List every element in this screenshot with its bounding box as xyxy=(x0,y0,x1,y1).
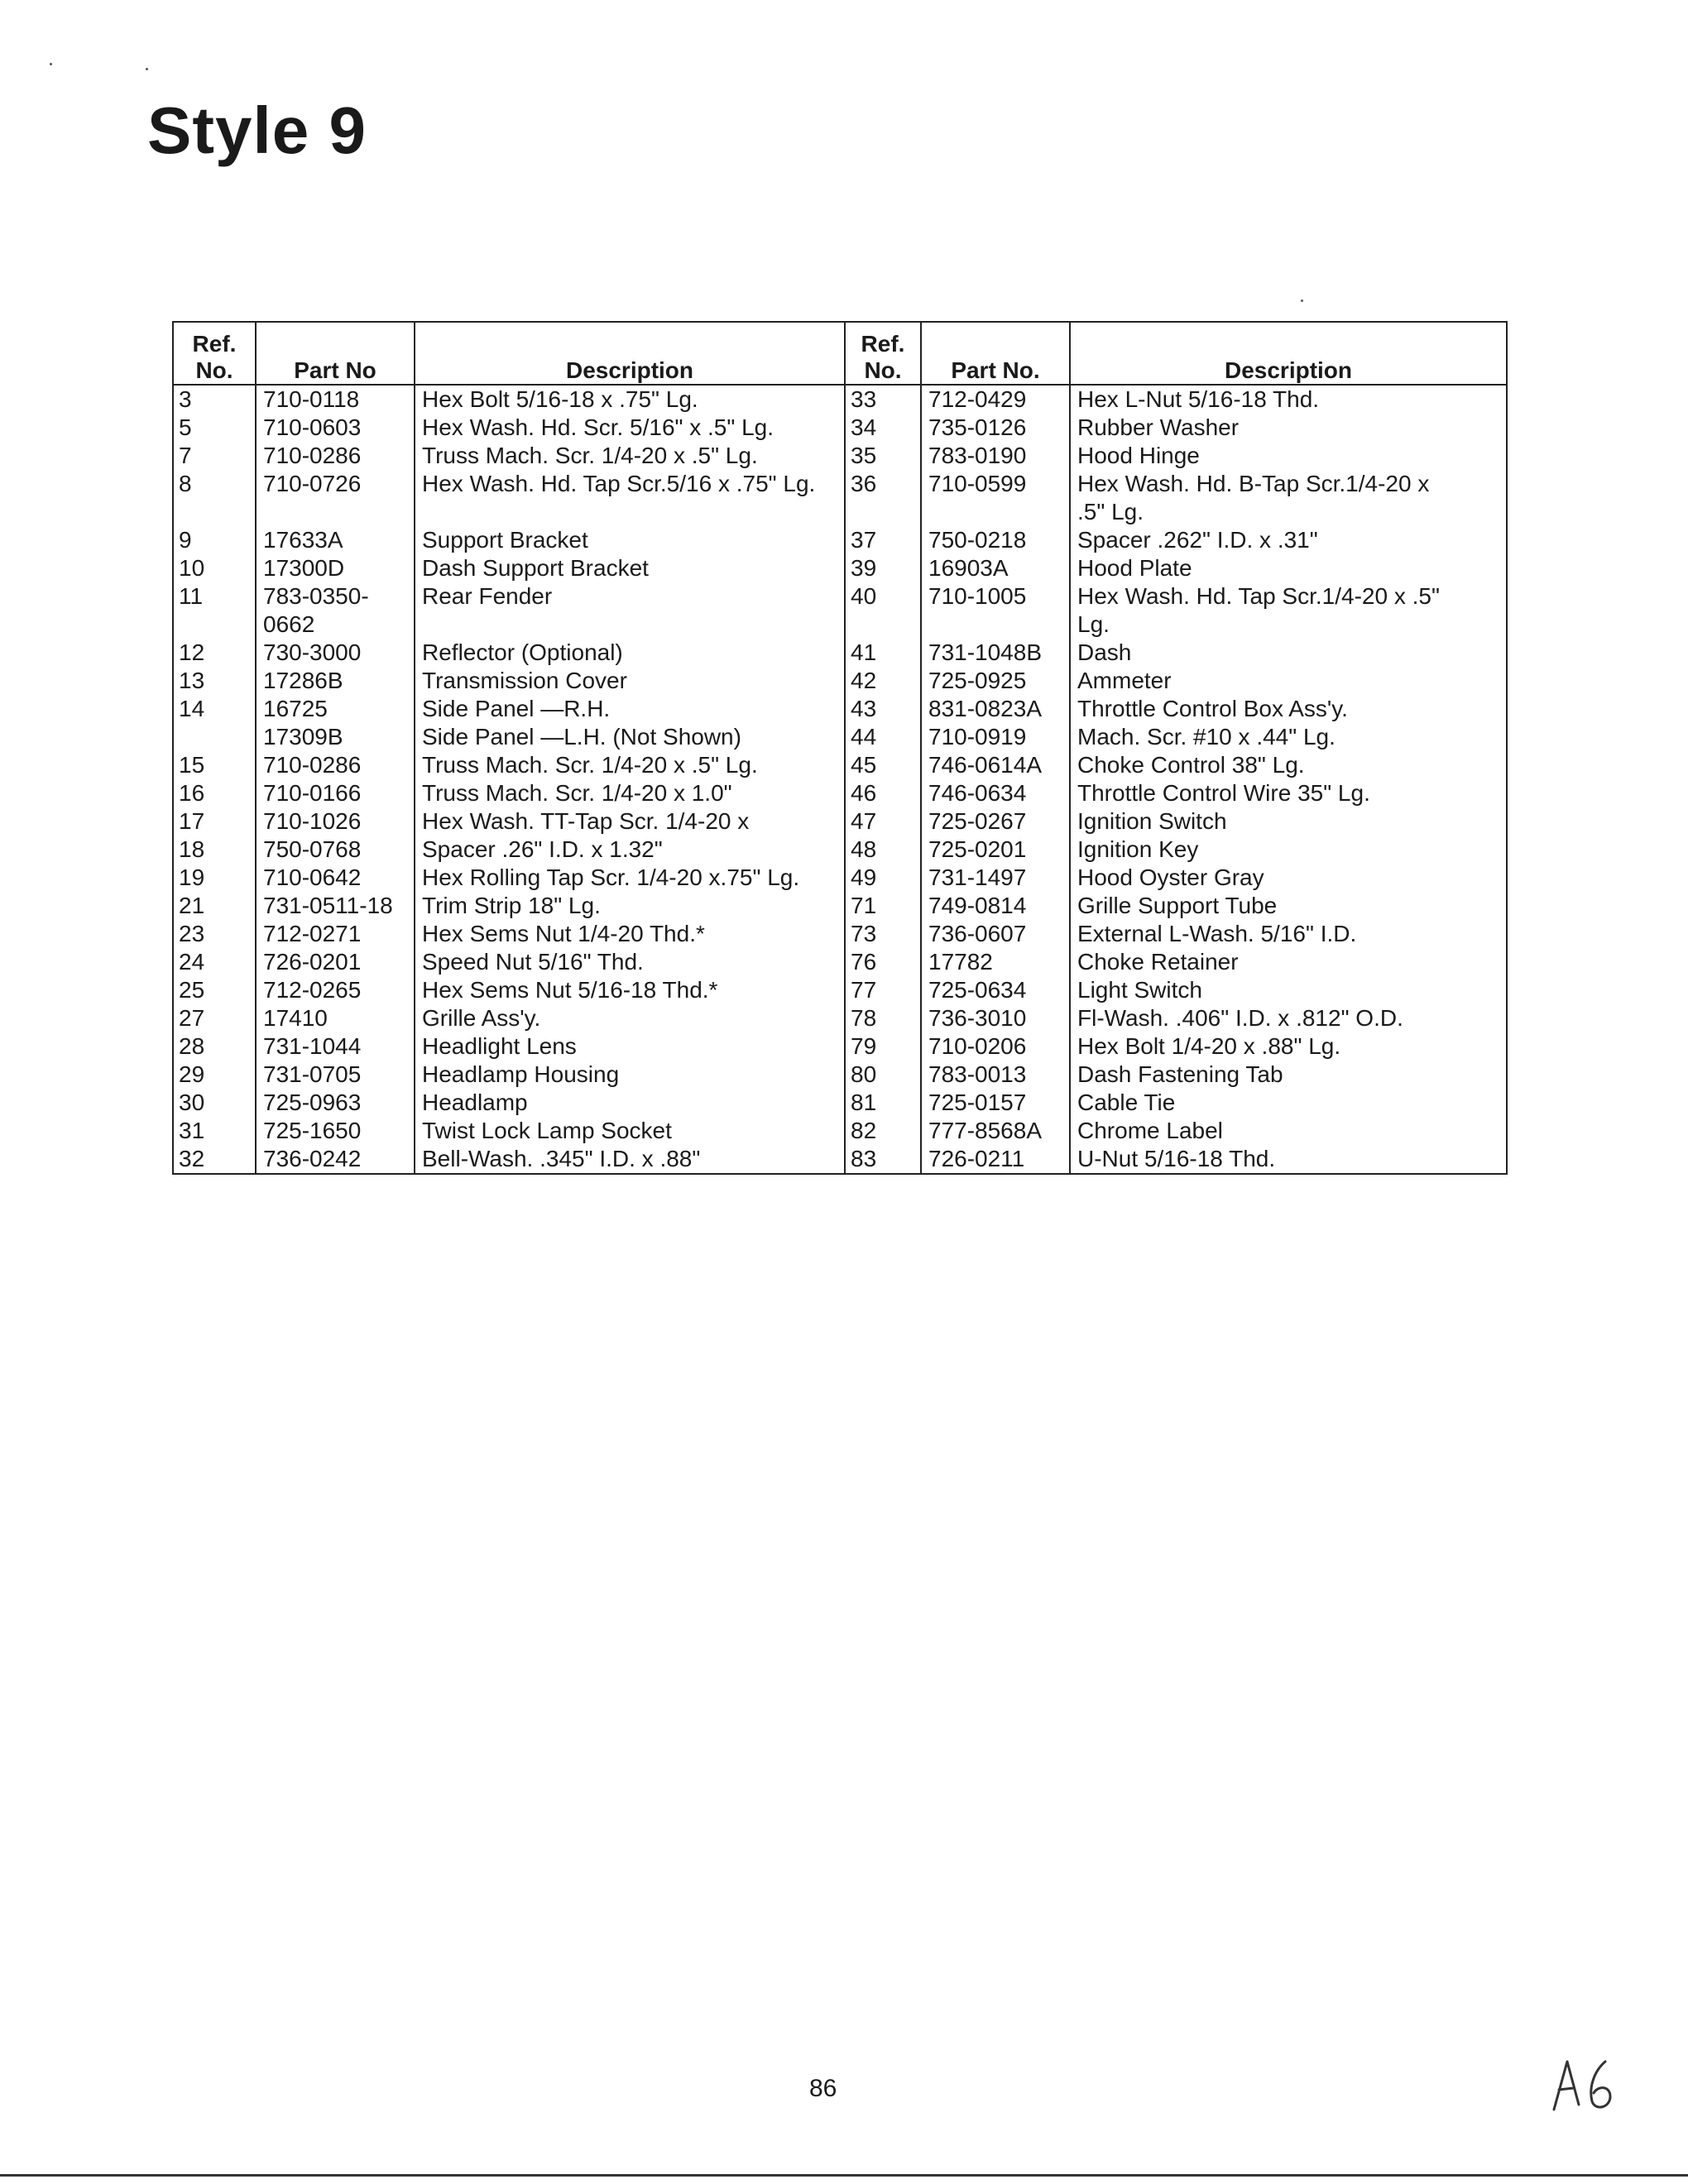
right-description-cell: Dash Fastening Tab xyxy=(1070,1061,1507,1089)
right-part-no-cell: 710-0919 xyxy=(921,723,1070,751)
right-description-cell: External L-Wash. 5/16" I.D. xyxy=(1070,920,1507,948)
left-part-no-cell: 17300D xyxy=(256,554,415,582)
left-description-cell: Hex Wash. Hd. Scr. 5/16" x .5" Lg. xyxy=(415,414,845,442)
right-part-no-cell: 725-0201 xyxy=(921,836,1070,864)
bottom-rule xyxy=(0,2174,1688,2177)
right-part-no-cell: 725-0267 xyxy=(921,807,1070,836)
table-header-row xyxy=(173,322,1507,385)
left-part-no-cell: 731-0705 xyxy=(256,1061,415,1089)
right-ref-no-cell: 77 xyxy=(845,976,921,1004)
right-ref-no-cell: 34 xyxy=(845,414,921,442)
left-ref-no-cell: 21 xyxy=(173,892,256,920)
left-description-cell: Truss Mach. Scr. 1/4-20 x 1.0" xyxy=(415,779,845,807)
right-description-cell: Hood Hinge xyxy=(1070,442,1507,470)
table-row xyxy=(173,864,1507,892)
handwritten-note xyxy=(1547,2050,1630,2116)
left-part-no-cell: 710-0603 xyxy=(256,414,415,442)
left-description-cell: Twist Lock Lamp Socket xyxy=(415,1117,845,1145)
right-ref-no-cell: 41 xyxy=(845,639,921,667)
left-ref-no-cell: 28 xyxy=(173,1032,256,1061)
right-part-no-cell: 831-0823A xyxy=(921,695,1070,723)
right-ref-no-cell: 46 xyxy=(845,779,921,807)
right-description-cell: Choke Retainer xyxy=(1070,948,1507,976)
left-ref-no-cell: 17 xyxy=(173,807,256,836)
left-description-cell: Dash Support Bracket xyxy=(415,554,845,582)
left-description-cell: Trim Strip 18" Lg. xyxy=(415,892,845,920)
left-description-cell: Reflector (Optional) xyxy=(415,639,845,667)
right-description-cell: Hood Oyster Gray xyxy=(1070,864,1507,892)
left-ref-no-cell: 8 xyxy=(173,470,256,498)
right-description-cell: U-Nut 5/16-18 Thd. xyxy=(1070,1145,1507,1174)
left-description-cell: Side Panel —R.H. xyxy=(415,695,845,723)
right-part-no-cell: 783-0013 xyxy=(921,1061,1070,1089)
page-number: 86 xyxy=(809,2075,837,2102)
table-row xyxy=(173,807,1507,836)
table-row xyxy=(173,385,1507,414)
right-description-cell: Choke Control 38" Lg. xyxy=(1070,751,1507,779)
left-description-cell: Speed Nut 5/16" Thd. xyxy=(415,948,845,976)
left-part-no-cell: 710-0286 xyxy=(256,442,415,470)
left-part-no-cell: 712-0271 xyxy=(256,920,415,948)
right-ref-no-cell: 80 xyxy=(845,1061,921,1089)
right-part-no-cell: 726-0211 xyxy=(921,1145,1070,1174)
right-part-no-cell: 725-0925 xyxy=(921,667,1070,695)
right-description-cell: Lg. xyxy=(1070,611,1507,639)
left-part-no-cell: 710-1026 xyxy=(256,807,415,836)
right-description-cell: Hood Plate xyxy=(1070,554,1507,582)
right-part-no-cell: 735-0126 xyxy=(921,414,1070,442)
right-part-no-cell xyxy=(921,498,1070,526)
right-ref-no-cell: 43 xyxy=(845,695,921,723)
right-ref-no-cell: 49 xyxy=(845,864,921,892)
left-description-cell xyxy=(415,611,845,639)
right-part-no-cell: 746-0634 xyxy=(921,779,1070,807)
table-row xyxy=(173,920,1507,948)
table-row xyxy=(173,836,1507,864)
right-part-no-cell: 17782 xyxy=(921,948,1070,976)
right-ref-no-cell: 83 xyxy=(845,1145,921,1174)
left-ref-no-cell: 12 xyxy=(173,639,256,667)
table-row xyxy=(173,751,1507,779)
right-ref-no-cell: 81 xyxy=(845,1089,921,1117)
table-row xyxy=(173,442,1507,470)
left-part-no-cell: 710-0166 xyxy=(256,779,415,807)
right-part-no-cell: 710-1005 xyxy=(921,582,1070,611)
table-row xyxy=(173,554,1507,582)
left-ref-no-cell: 10 xyxy=(173,554,256,582)
left-ref-no-cell xyxy=(173,723,256,751)
right-description-cell: Dash xyxy=(1070,639,1507,667)
right-description-cell: Throttle Control Wire 35" Lg. xyxy=(1070,779,1507,807)
left-part-no-cell: 726-0201 xyxy=(256,948,415,976)
left-part-no-cell: 710-0642 xyxy=(256,864,415,892)
right-part-no-cell: 16903A xyxy=(921,554,1070,582)
right-ref-no-cell: 82 xyxy=(845,1117,921,1145)
right-ref-no-cell: 37 xyxy=(845,526,921,554)
right-description-cell: Cable Tie xyxy=(1070,1089,1507,1117)
right-part-no-cell: 712-0429 xyxy=(921,385,1070,414)
table-row xyxy=(173,976,1507,1004)
right-description-cell: Hex Wash. Hd. B-Tap Scr.1/4-20 x xyxy=(1070,470,1507,498)
right-description-cell: Light Switch xyxy=(1070,976,1507,1004)
table-row xyxy=(173,1089,1507,1117)
left-part-no-cell: 725-0963 xyxy=(256,1089,415,1117)
left-ref-no-cell: 27 xyxy=(173,1004,256,1032)
left-part-no-cell: 17633A xyxy=(256,526,415,554)
left-description-cell: Grille Ass'y. xyxy=(415,1004,845,1032)
right-description-cell: Fl-Wash. .406" I.D. x .812" O.D. xyxy=(1070,1004,1507,1032)
right-description-cell: Mach. Scr. #10 x .44" Lg. xyxy=(1070,723,1507,751)
parts-table xyxy=(172,321,1508,1175)
left-part-no-cell: 710-0726 xyxy=(256,470,415,498)
table-row xyxy=(173,1004,1507,1032)
table-row xyxy=(173,948,1507,976)
left-part-no-cell: 731-0511-18 xyxy=(256,892,415,920)
table-row xyxy=(173,892,1507,920)
left-ref-no-cell: 16 xyxy=(173,779,256,807)
left-ref-no-cell: 15 xyxy=(173,751,256,779)
right-ref-no-cell: 40 xyxy=(845,582,921,611)
table-row xyxy=(173,1032,1507,1061)
left-ref-no-cell: 24 xyxy=(173,948,256,976)
left-ref-no-cell: 3 xyxy=(173,385,256,414)
right-description-cell: Hex Bolt 1/4-20 x .88" Lg. xyxy=(1070,1032,1507,1061)
left-part-no-cell: 725-1650 xyxy=(256,1117,415,1145)
table-row xyxy=(173,723,1507,751)
left-ref-no-cell: 29 xyxy=(173,1061,256,1089)
left-part-no-cell: 750-0768 xyxy=(256,836,415,864)
left-description-cell: Headlight Lens xyxy=(415,1032,845,1061)
right-ref-no-cell: 73 xyxy=(845,920,921,948)
left-part-no-cell: 783-0350- xyxy=(256,582,415,611)
right-ref-no-cell: 78 xyxy=(845,1004,921,1032)
left-part-no-cell: 710-0118 xyxy=(256,385,415,414)
left-part-no-cell xyxy=(256,498,415,526)
left-ref-no-cell: 14 xyxy=(173,695,256,723)
table-row xyxy=(173,639,1507,667)
right-part-no-cell: 783-0190 xyxy=(921,442,1070,470)
left-ref-no-cell: 30 xyxy=(173,1089,256,1117)
table-row xyxy=(173,695,1507,723)
left-description-cell: Side Panel —L.H. (Not Shown) xyxy=(415,723,845,751)
right-part-no-cell: 731-1497 xyxy=(921,864,1070,892)
table-row xyxy=(173,526,1507,554)
left-part-no-cell: 710-0286 xyxy=(256,751,415,779)
right-part-no-cell: 725-0157 xyxy=(921,1089,1070,1117)
table-row xyxy=(173,470,1507,498)
header-description-left: Description xyxy=(415,322,845,385)
scan-speck xyxy=(1301,299,1303,302)
table-row xyxy=(173,414,1507,442)
header-part-no-left: Part No xyxy=(256,322,415,385)
header-ref-no-left: Ref. No. xyxy=(173,322,256,385)
left-part-no-cell: 712-0265 xyxy=(256,976,415,1004)
left-part-no-cell: 17286B xyxy=(256,667,415,695)
left-description-cell: Headlamp xyxy=(415,1089,845,1117)
left-ref-no-cell xyxy=(173,611,256,639)
right-ref-no-cell xyxy=(845,498,921,526)
right-description-cell: Chrome Label xyxy=(1070,1117,1507,1145)
right-part-no-cell xyxy=(921,611,1070,639)
parts-table-body xyxy=(173,385,1507,1174)
right-ref-no-cell: 48 xyxy=(845,836,921,864)
right-part-no-cell: 750-0218 xyxy=(921,526,1070,554)
table-row xyxy=(173,779,1507,807)
left-ref-no-cell: 31 xyxy=(173,1117,256,1145)
left-description-cell: Headlamp Housing xyxy=(415,1061,845,1089)
right-ref-no-cell: 47 xyxy=(845,807,921,836)
right-ref-no-cell: 76 xyxy=(845,948,921,976)
left-ref-no-cell: 9 xyxy=(173,526,256,554)
left-ref-no-cell: 19 xyxy=(173,864,256,892)
left-part-no-cell: 17309B xyxy=(256,723,415,751)
right-part-no-cell: 710-0206 xyxy=(921,1032,1070,1061)
left-ref-no-cell: 5 xyxy=(173,414,256,442)
right-description-cell: Spacer .262" I.D. x .31" xyxy=(1070,526,1507,554)
left-ref-no-cell: 13 xyxy=(173,667,256,695)
right-description-cell: Grille Support Tube xyxy=(1070,892,1507,920)
left-description-cell: Hex Bolt 5/16-18 x .75" Lg. xyxy=(415,385,845,414)
left-part-no-cell: 730-3000 xyxy=(256,639,415,667)
table-row xyxy=(173,1145,1507,1174)
right-description-cell: .5" Lg. xyxy=(1070,498,1507,526)
left-part-no-cell: 16725 xyxy=(256,695,415,723)
left-part-no-cell: 0662 xyxy=(256,611,415,639)
left-description-cell xyxy=(415,498,845,526)
right-description-cell: Ammeter xyxy=(1070,667,1507,695)
right-part-no-cell: 731-1048B xyxy=(921,639,1070,667)
table-row xyxy=(173,498,1507,526)
table-row xyxy=(173,1117,1507,1145)
right-part-no-cell: 725-0634 xyxy=(921,976,1070,1004)
left-ref-no-cell: 7 xyxy=(173,442,256,470)
right-part-no-cell: 746-0614A xyxy=(921,751,1070,779)
header-ref-no-right: Ref. No. xyxy=(845,322,921,385)
header-description-right: Description xyxy=(1070,322,1507,385)
right-ref-no-cell: 35 xyxy=(845,442,921,470)
table-row xyxy=(173,667,1507,695)
right-ref-no-cell: 39 xyxy=(845,554,921,582)
left-description-cell: Truss Mach. Scr. 1/4-20 x .5" Lg. xyxy=(415,751,845,779)
scan-speck xyxy=(146,68,148,70)
left-description-cell: Hex Wash. Hd. Tap Scr.5/16 x .75" Lg. xyxy=(415,470,845,498)
left-ref-no-cell: 25 xyxy=(173,976,256,1004)
left-ref-no-cell: 18 xyxy=(173,836,256,864)
right-part-no-cell: 777-8568A xyxy=(921,1117,1070,1145)
left-description-cell: Hex Sems Nut 5/16-18 Thd.* xyxy=(415,976,845,1004)
left-ref-no-cell: 23 xyxy=(173,920,256,948)
right-ref-no-cell: 36 xyxy=(845,470,921,498)
left-ref-no-cell: 32 xyxy=(173,1145,256,1174)
table-row xyxy=(173,611,1507,639)
left-description-cell: Bell-Wash. .345" I.D. x .88" xyxy=(415,1145,845,1174)
left-description-cell: Hex Wash. TT-Tap Scr. 1/4-20 x xyxy=(415,807,845,836)
right-description-cell: Hex Wash. Hd. Tap Scr.1/4-20 x .5" xyxy=(1070,582,1507,611)
right-ref-no-cell: 44 xyxy=(845,723,921,751)
left-part-no-cell: 731-1044 xyxy=(256,1032,415,1061)
table-row xyxy=(173,1061,1507,1089)
left-ref-no-cell: 11 xyxy=(173,582,256,611)
right-ref-no-cell: 79 xyxy=(845,1032,921,1061)
right-description-cell: Rubber Washer xyxy=(1070,414,1507,442)
left-part-no-cell: 17410 xyxy=(256,1004,415,1032)
left-description-cell: Transmission Cover xyxy=(415,667,845,695)
left-ref-no-cell xyxy=(173,498,256,526)
left-description-cell: Spacer .26" I.D. x 1.32" xyxy=(415,836,845,864)
left-part-no-cell: 736-0242 xyxy=(256,1145,415,1174)
right-part-no-cell: 710-0599 xyxy=(921,470,1070,498)
left-description-cell: Support Bracket xyxy=(415,526,845,554)
header-part-no-right: Part No. xyxy=(921,322,1070,385)
left-description-cell: Rear Fender xyxy=(415,582,845,611)
right-description-cell: Throttle Control Box Ass'y. xyxy=(1070,695,1507,723)
left-description-cell: Hex Sems Nut 1/4-20 Thd.* xyxy=(415,920,845,948)
left-description-cell: Truss Mach. Scr. 1/4-20 x .5" Lg. xyxy=(415,442,845,470)
right-ref-no-cell: 33 xyxy=(845,385,921,414)
right-ref-no-cell: 42 xyxy=(845,667,921,695)
page-title: Style 9 xyxy=(147,93,367,167)
right-ref-no-cell: 45 xyxy=(845,751,921,779)
left-description-cell: Hex Rolling Tap Scr. 1/4-20 x.75" Lg. xyxy=(415,864,845,892)
right-part-no-cell: 736-0607 xyxy=(921,920,1070,948)
table-row xyxy=(173,582,1507,611)
right-part-no-cell: 749-0814 xyxy=(921,892,1070,920)
scan-speck xyxy=(50,63,52,65)
right-description-cell: Ignition Switch xyxy=(1070,807,1507,836)
right-description-cell: Ignition Key xyxy=(1070,836,1507,864)
right-description-cell: Hex L-Nut 5/16-18 Thd. xyxy=(1070,385,1507,414)
right-part-no-cell: 736-3010 xyxy=(921,1004,1070,1032)
right-ref-no-cell xyxy=(845,611,921,639)
right-ref-no-cell: 71 xyxy=(845,892,921,920)
